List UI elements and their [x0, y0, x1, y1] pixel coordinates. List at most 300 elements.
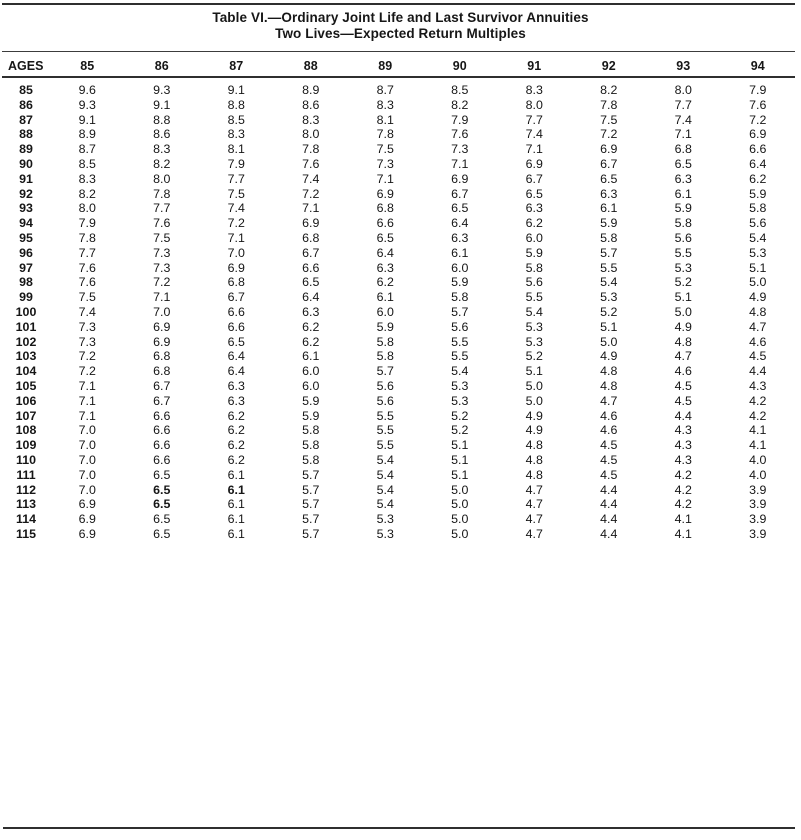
- table-row-age-109: [2, 438, 795, 453]
- age-cell: 109: [15, 438, 37, 453]
- value-cell: 8.6: [302, 97, 320, 112]
- value-cell: 5.3: [525, 334, 543, 349]
- value-cell: 8.8: [153, 112, 171, 127]
- value-cell: 6.2: [227, 408, 245, 423]
- table-title-line1: Table VI.—Ordinary Joint Life and Last Survivor Annuities: [212, 10, 589, 25]
- value-cell: 5.5: [376, 423, 394, 438]
- value-cell: 7.7: [78, 245, 96, 260]
- column-header-91: 91: [497, 55, 572, 77]
- table-row-age-101: [2, 320, 795, 335]
- table-row-age-98: [2, 275, 795, 290]
- value-cell: 7.1: [674, 127, 692, 142]
- value-cell: 7.0: [78, 467, 96, 482]
- value-cell: 8.7: [78, 142, 96, 157]
- value-cell: 6.2: [302, 334, 320, 349]
- value-cell: 6.1: [600, 201, 618, 216]
- value-cell: 4.9: [600, 349, 618, 364]
- value-cell: 7.7: [525, 112, 543, 127]
- value-cell: 6.7: [451, 186, 469, 201]
- value-cell: 7.6: [78, 260, 96, 275]
- value-cell: 5.0: [451, 526, 469, 541]
- table-row-age-111: [2, 468, 795, 483]
- value-cell: 5.7: [600, 245, 618, 260]
- value-cell: 8.2: [78, 186, 96, 201]
- value-cell: 8.0: [153, 171, 171, 186]
- value-cell: 5.8: [451, 290, 469, 305]
- value-cell: 6.9: [376, 186, 394, 201]
- value-cell: 6.3: [525, 201, 543, 216]
- value-cell: 6.4: [302, 290, 320, 305]
- age-cell: 113: [16, 497, 36, 512]
- value-cell: 5.1: [451, 467, 469, 482]
- value-cell: 7.9: [78, 216, 96, 231]
- value-cell: 8.5: [78, 156, 96, 171]
- value-cell: 6.9: [749, 127, 767, 142]
- value-cell: 7.0: [227, 245, 245, 260]
- value-cell: 6.9: [302, 216, 320, 231]
- value-cell: 6.3: [227, 378, 245, 393]
- value-cell: 6.5: [153, 467, 171, 482]
- age-cell: 93: [19, 201, 33, 216]
- value-cell: 9.6: [78, 83, 96, 97]
- value-cell: 5.8: [525, 260, 543, 275]
- bottom-rule: [3, 827, 795, 829]
- value-cell: 6.5: [153, 497, 171, 512]
- value-cell: 5.7: [302, 467, 320, 482]
- age-cell: 108: [15, 423, 37, 438]
- age-cell: 96: [19, 245, 33, 260]
- value-cell: 5.0: [600, 334, 618, 349]
- value-cell: 7.1: [78, 378, 96, 393]
- value-cell: 6.9: [451, 171, 469, 186]
- value-cell: 5.3: [451, 378, 469, 393]
- age-cell: 88: [19, 127, 33, 142]
- value-cell: 6.6: [227, 304, 245, 319]
- column-header-93: 93: [646, 55, 721, 77]
- column-header-92: 92: [572, 55, 647, 77]
- value-cell: 5.9: [302, 393, 320, 408]
- table-row-age-97: [2, 261, 795, 276]
- value-cell: 4.8: [600, 364, 618, 379]
- value-cell: 7.8: [153, 186, 171, 201]
- value-cell: 5.0: [674, 304, 692, 319]
- value-cell: 6.0: [376, 304, 394, 319]
- value-cell: 5.6: [376, 393, 394, 408]
- value-cell: 5.1: [749, 260, 767, 275]
- value-cell: 6.2: [227, 423, 245, 438]
- value-cell: 9.3: [78, 97, 96, 112]
- age-cell: 106: [15, 393, 37, 408]
- value-cell: 4.9: [525, 408, 543, 423]
- value-cell: 6.3: [600, 186, 618, 201]
- table-row-age-93: [2, 201, 795, 216]
- value-cell: 5.2: [451, 423, 469, 438]
- value-cell: 6.2: [376, 275, 394, 290]
- value-cell: 4.4: [600, 497, 618, 512]
- value-cell: 7.6: [153, 216, 171, 231]
- value-cell: 5.0: [525, 378, 543, 393]
- value-cell: 6.9: [153, 334, 171, 349]
- value-cell: 6.4: [227, 364, 245, 379]
- value-cell: 6.7: [525, 171, 543, 186]
- value-cell: 5.7: [302, 482, 320, 497]
- value-cell: 7.1: [451, 156, 469, 171]
- value-cell: 7.4: [78, 304, 96, 319]
- value-cell: 5.4: [376, 482, 394, 497]
- value-cell: 5.5: [376, 408, 394, 423]
- value-cell: 6.5: [451, 201, 469, 216]
- value-cell: 5.3: [525, 319, 543, 334]
- annuity-table: [2, 55, 795, 542]
- value-cell: 5.0: [451, 482, 469, 497]
- value-cell: 5.7: [302, 512, 320, 527]
- value-cell: 5.5: [376, 438, 394, 453]
- table-row-age-105: [2, 379, 795, 394]
- table-row-age-112: [2, 483, 795, 498]
- value-cell: 6.9: [600, 142, 618, 157]
- value-cell: 5.3: [451, 393, 469, 408]
- table-row-age-87: [2, 113, 795, 128]
- value-cell: 7.7: [153, 201, 171, 216]
- age-cell: 112: [16, 482, 36, 497]
- value-cell: 5.0: [525, 393, 543, 408]
- value-cell: 6.2: [749, 171, 767, 186]
- value-cell: 4.2: [749, 408, 767, 423]
- table-row-age-88: [2, 127, 795, 142]
- value-cell: 8.3: [302, 112, 320, 127]
- column-header-89: 89: [348, 55, 423, 77]
- value-cell: 4.9: [674, 319, 692, 334]
- value-cell: 7.6: [302, 156, 320, 171]
- value-cell: 6.4: [749, 156, 767, 171]
- value-cell: 7.6: [78, 275, 96, 290]
- value-cell: 4.3: [674, 423, 692, 438]
- value-cell: 4.9: [749, 290, 767, 305]
- value-cell: 5.6: [674, 230, 692, 245]
- value-cell: 7.1: [525, 142, 543, 157]
- value-cell: 6.6: [153, 438, 171, 453]
- value-cell: 6.1: [451, 245, 469, 260]
- value-cell: 7.1: [302, 201, 320, 216]
- value-cell: 3.9: [749, 482, 767, 497]
- value-cell: 6.1: [227, 482, 245, 497]
- value-cell: 6.8: [376, 201, 394, 216]
- value-cell: 7.1: [78, 393, 96, 408]
- table-row-age-102: [2, 335, 795, 350]
- value-cell: 5.4: [600, 275, 618, 290]
- value-cell: 7.9: [749, 83, 767, 97]
- value-cell: 9.3: [153, 83, 171, 97]
- value-cell: 7.8: [600, 97, 618, 112]
- table-row-age-107: [2, 409, 795, 424]
- value-cell: 8.3: [78, 171, 96, 186]
- age-cell: 91: [19, 171, 33, 186]
- value-cell: 7.5: [227, 186, 245, 201]
- value-cell: 6.9: [227, 260, 245, 275]
- value-cell: 4.5: [600, 438, 618, 453]
- value-cell: 7.2: [227, 216, 245, 231]
- value-cell: 4.7: [525, 497, 543, 512]
- value-cell: 4.6: [674, 364, 692, 379]
- value-cell: 7.4: [302, 171, 320, 186]
- value-cell: 6.0: [302, 364, 320, 379]
- value-cell: 7.3: [78, 334, 96, 349]
- value-cell: 5.9: [525, 245, 543, 260]
- value-cell: 6.6: [153, 452, 171, 467]
- value-cell: 8.9: [78, 127, 96, 142]
- value-cell: 4.5: [600, 467, 618, 482]
- value-cell: 4.2: [674, 482, 692, 497]
- age-cell: 103: [15, 349, 37, 364]
- value-cell: 7.0: [78, 438, 96, 453]
- value-cell: 7.8: [302, 142, 320, 157]
- value-cell: 5.4: [451, 364, 469, 379]
- value-cell: 5.0: [451, 512, 469, 527]
- value-cell: 6.4: [227, 349, 245, 364]
- value-cell: 8.3: [227, 127, 245, 142]
- age-cell: 89: [19, 142, 33, 157]
- value-cell: 4.7: [674, 349, 692, 364]
- value-cell: 6.1: [227, 526, 245, 541]
- column-header-94: 94: [721, 55, 796, 77]
- value-cell: 6.8: [153, 364, 171, 379]
- value-cell: 8.0: [674, 83, 692, 97]
- value-cell: 9.1: [78, 112, 96, 127]
- value-cell: 7.5: [153, 230, 171, 245]
- value-cell: 7.7: [674, 97, 692, 112]
- age-cell: 105: [15, 378, 37, 393]
- value-cell: 6.1: [227, 497, 245, 512]
- value-cell: 6.2: [302, 319, 320, 334]
- age-cell: 114: [16, 512, 36, 527]
- value-cell: 8.0: [525, 97, 543, 112]
- value-cell: 4.6: [749, 334, 767, 349]
- value-cell: 4.4: [749, 364, 767, 379]
- value-cell: 4.5: [600, 452, 618, 467]
- age-cell: 94: [19, 216, 33, 231]
- column-header-ages: AGES: [2, 55, 50, 77]
- age-cell: 90: [19, 156, 33, 171]
- value-cell: 7.2: [78, 364, 96, 379]
- table-row-age-99: [2, 290, 795, 305]
- value-cell: 4.6: [600, 423, 618, 438]
- value-cell: 5.9: [302, 408, 320, 423]
- age-cell: 99: [19, 290, 33, 305]
- value-cell: 5.4: [749, 230, 767, 245]
- value-cell: 8.1: [376, 112, 394, 127]
- value-cell: 4.3: [749, 378, 767, 393]
- value-cell: 6.5: [376, 230, 394, 245]
- value-cell: 5.8: [376, 334, 394, 349]
- value-cell: 4.7: [749, 319, 767, 334]
- value-cell: 4.1: [674, 526, 692, 541]
- age-cell: 101: [15, 319, 37, 334]
- column-header-87: 87: [199, 55, 274, 77]
- table-row-age-113: [2, 497, 795, 512]
- value-cell: 8.1: [227, 142, 245, 157]
- value-cell: 5.2: [451, 408, 469, 423]
- value-cell: 4.0: [749, 467, 767, 482]
- value-cell: 6.4: [376, 245, 394, 260]
- value-cell: 7.7: [227, 171, 245, 186]
- value-cell: 7.9: [227, 156, 245, 171]
- value-cell: 4.5: [674, 393, 692, 408]
- value-cell: 5.9: [600, 216, 618, 231]
- table-row-age-96: [2, 246, 795, 261]
- value-cell: 6.7: [227, 290, 245, 305]
- column-header-90: 90: [423, 55, 498, 77]
- value-cell: 7.5: [600, 112, 618, 127]
- value-cell: 4.2: [674, 467, 692, 482]
- value-cell: 4.1: [749, 438, 767, 453]
- table-row-age-95: [2, 231, 795, 246]
- value-cell: 4.2: [674, 497, 692, 512]
- value-cell: 4.4: [600, 526, 618, 541]
- age-cell: 100: [15, 304, 37, 319]
- value-cell: 6.6: [227, 319, 245, 334]
- value-cell: 4.3: [674, 438, 692, 453]
- value-cell: 5.8: [749, 201, 767, 216]
- value-cell: 7.4: [674, 112, 692, 127]
- value-cell: 8.8: [227, 97, 245, 112]
- header-row: [2, 55, 795, 77]
- table-row-age-106: [2, 394, 795, 409]
- value-cell: 6.5: [153, 482, 171, 497]
- age-cell: 92: [19, 186, 33, 201]
- table-row-age-85: [2, 77, 795, 98]
- value-cell: 5.4: [376, 467, 394, 482]
- value-cell: 8.5: [451, 83, 469, 97]
- value-cell: 7.9: [451, 112, 469, 127]
- value-cell: 5.7: [376, 364, 394, 379]
- value-cell: 5.4: [525, 304, 543, 319]
- value-cell: 5.7: [302, 497, 320, 512]
- value-cell: 8.5: [227, 112, 245, 127]
- value-cell: 5.5: [600, 260, 618, 275]
- value-cell: 5.4: [376, 497, 394, 512]
- value-cell: 5.1: [674, 290, 692, 305]
- value-cell: 6.2: [525, 216, 543, 231]
- value-cell: 6.2: [227, 452, 245, 467]
- value-cell: 4.8: [525, 438, 543, 453]
- table-row-age-91: [2, 172, 795, 187]
- age-cell: 102: [15, 334, 37, 349]
- value-cell: 6.1: [227, 512, 245, 527]
- age-cell: 86: [19, 97, 33, 112]
- value-cell: 6.6: [376, 216, 394, 231]
- value-cell: 6.3: [674, 171, 692, 186]
- value-cell: 6.0: [525, 230, 543, 245]
- value-cell: 7.1: [153, 290, 171, 305]
- table-row-age-110: [2, 453, 795, 468]
- value-cell: 4.8: [749, 304, 767, 319]
- value-cell: 6.9: [153, 319, 171, 334]
- value-cell: 4.7: [525, 482, 543, 497]
- value-cell: 7.0: [78, 452, 96, 467]
- value-cell: 5.3: [376, 526, 394, 541]
- table-row-age-104: [2, 364, 795, 379]
- table-row-age-103: [2, 349, 795, 364]
- value-cell: 7.5: [78, 290, 96, 305]
- value-cell: 5.6: [376, 378, 394, 393]
- table-row-age-114: [2, 512, 795, 527]
- value-cell: 6.8: [227, 275, 245, 290]
- table-row-age-92: [2, 187, 795, 202]
- table-title: [0, 10, 801, 41]
- value-cell: 4.5: [749, 349, 767, 364]
- value-cell: 6.9: [78, 526, 96, 541]
- age-cell: 97: [19, 260, 33, 275]
- value-cell: 8.0: [78, 201, 96, 216]
- column-header-85: 85: [50, 55, 125, 77]
- value-cell: 5.5: [451, 349, 469, 364]
- value-cell: 7.5: [376, 142, 394, 157]
- value-cell: 4.9: [525, 423, 543, 438]
- column-header-86: 86: [125, 55, 200, 77]
- value-cell: 5.0: [451, 497, 469, 512]
- value-cell: 5.8: [302, 423, 320, 438]
- value-cell: 6.3: [227, 393, 245, 408]
- value-cell: 6.5: [674, 156, 692, 171]
- value-cell: 9.1: [153, 97, 171, 112]
- value-cell: 6.5: [153, 512, 171, 527]
- value-cell: 8.0: [302, 127, 320, 142]
- table-row-age-94: [2, 216, 795, 231]
- value-cell: 5.6: [525, 275, 543, 290]
- title-divider-rule: [2, 51, 795, 52]
- table-row-age-115: [2, 527, 795, 542]
- value-cell: 8.3: [153, 142, 171, 157]
- value-cell: 4.2: [749, 393, 767, 408]
- value-cell: 5.1: [451, 438, 469, 453]
- value-cell: 7.2: [302, 186, 320, 201]
- age-cell: 115: [16, 526, 36, 541]
- value-cell: 5.3: [376, 512, 394, 527]
- age-cell: 85: [19, 83, 33, 97]
- value-cell: 8.3: [525, 83, 543, 97]
- value-cell: 4.1: [674, 512, 692, 527]
- value-cell: 5.5: [525, 290, 543, 305]
- value-cell: 7.4: [525, 127, 543, 142]
- value-cell: 6.0: [302, 378, 320, 393]
- value-cell: 7.2: [78, 349, 96, 364]
- value-cell: 7.2: [600, 127, 618, 142]
- value-cell: 6.5: [525, 186, 543, 201]
- age-cell: 104: [15, 364, 37, 379]
- value-cell: 9.1: [227, 83, 245, 97]
- value-cell: 4.5: [674, 378, 692, 393]
- value-cell: 7.4: [227, 201, 245, 216]
- age-cell: 98: [19, 275, 33, 290]
- value-cell: 8.9: [302, 83, 320, 97]
- value-cell: 6.6: [153, 423, 171, 438]
- value-cell: 6.5: [302, 275, 320, 290]
- top-rule: [2, 3, 795, 5]
- value-cell: 4.6: [600, 408, 618, 423]
- value-cell: 6.1: [227, 467, 245, 482]
- value-cell: 6.1: [302, 349, 320, 364]
- value-cell: 6.7: [153, 393, 171, 408]
- value-cell: 5.3: [600, 290, 618, 305]
- value-cell: 5.3: [674, 260, 692, 275]
- value-cell: 4.8: [525, 467, 543, 482]
- value-cell: 5.2: [525, 349, 543, 364]
- age-cell: 111: [16, 467, 36, 482]
- value-cell: 5.2: [674, 275, 692, 290]
- value-cell: 7.3: [153, 260, 171, 275]
- value-cell: 6.6: [153, 408, 171, 423]
- table-row-age-86: [2, 98, 795, 113]
